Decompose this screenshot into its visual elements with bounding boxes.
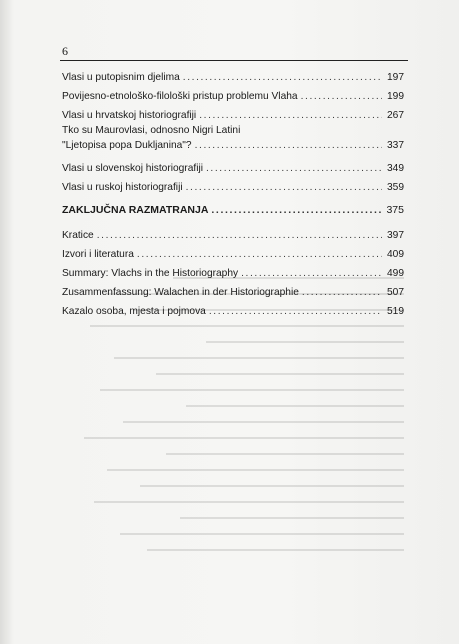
dot-leader — [199, 108, 382, 123]
toc-entry-page: 267 — [387, 110, 404, 121]
toc-entry-title: Kazalo osoba, mjesta i pojmova — [62, 306, 206, 317]
dot-leader — [137, 247, 382, 262]
toc-entry-title: Vlasi u hrvatskoj historiografiji — [62, 110, 197, 121]
toc-entry-title-line1: Tko su Maurovlasi, odnosno Nigri Latini — [62, 125, 241, 136]
toc-entry — [62, 123, 404, 157]
toc-entry-page: 499 — [387, 268, 404, 279]
toc-entry-title: Vlasi u ruskoj historiografiji — [62, 182, 183, 193]
header-rule — [60, 60, 408, 61]
toc-entry-page: 375 — [386, 204, 404, 216]
toc-entry — [62, 157, 404, 176]
toc-entry-page: 507 — [387, 287, 404, 298]
toc-entry — [62, 262, 404, 281]
toc-entry-page: 519 — [387, 306, 404, 317]
toc-entry — [62, 176, 404, 195]
toc-entry-title: Izvori i literatura — [62, 249, 134, 260]
toc-entry-page: 349 — [387, 163, 404, 174]
dot-leader — [301, 89, 382, 104]
toc-entry-title-line2: "Ljetopisa popa Dukljanina"? — [62, 140, 192, 151]
table-of-contents — [62, 66, 404, 319]
toc-entry-title: Zusammenfassung: Walachen in der Historiographie — [62, 287, 299, 298]
toc-entry-title: Summary: Vlachs in the Historiography — [62, 268, 239, 279]
toc-entry-page: 199 — [387, 91, 404, 102]
dot-leader — [195, 138, 382, 153]
dot-leader — [186, 180, 382, 195]
toc-entry-page: 337 — [387, 140, 404, 151]
dot-leader — [183, 70, 382, 85]
dot-leader — [97, 228, 382, 243]
toc-entry-page: 359 — [387, 182, 404, 193]
toc-entry-page: 197 — [387, 72, 404, 83]
toc-entry-title: ZAKLJUČNA RAZMATRANJA — [62, 204, 209, 216]
dot-leader — [302, 285, 382, 300]
toc-entry-title: Kratice — [62, 230, 94, 241]
toc-entry — [62, 281, 404, 300]
dot-leader — [209, 304, 382, 319]
dot-leader — [241, 266, 382, 281]
dot-leader — [211, 203, 382, 218]
toc-entry-page: 409 — [387, 249, 404, 260]
toc-entry — [62, 300, 404, 319]
toc-entry — [62, 66, 404, 85]
toc-entry-title: Povijesno-etnološko-filološki pristup problemu Vlaha — [62, 91, 298, 102]
toc-entry — [62, 85, 404, 104]
dot-leader — [206, 161, 382, 176]
toc-entry-title: Vlasi u putopisnim djelima — [62, 72, 180, 83]
toc-entry-page: 397 — [387, 230, 404, 241]
toc-entry — [62, 224, 404, 243]
toc-entry — [62, 104, 404, 123]
toc-entry-title: Vlasi u slovenskoj historiografiji — [62, 163, 203, 174]
toc-entry — [62, 243, 404, 262]
page-number: 6 — [62, 44, 68, 58]
toc-section-heading — [62, 199, 404, 218]
show-through-text — [74, 270, 404, 600]
